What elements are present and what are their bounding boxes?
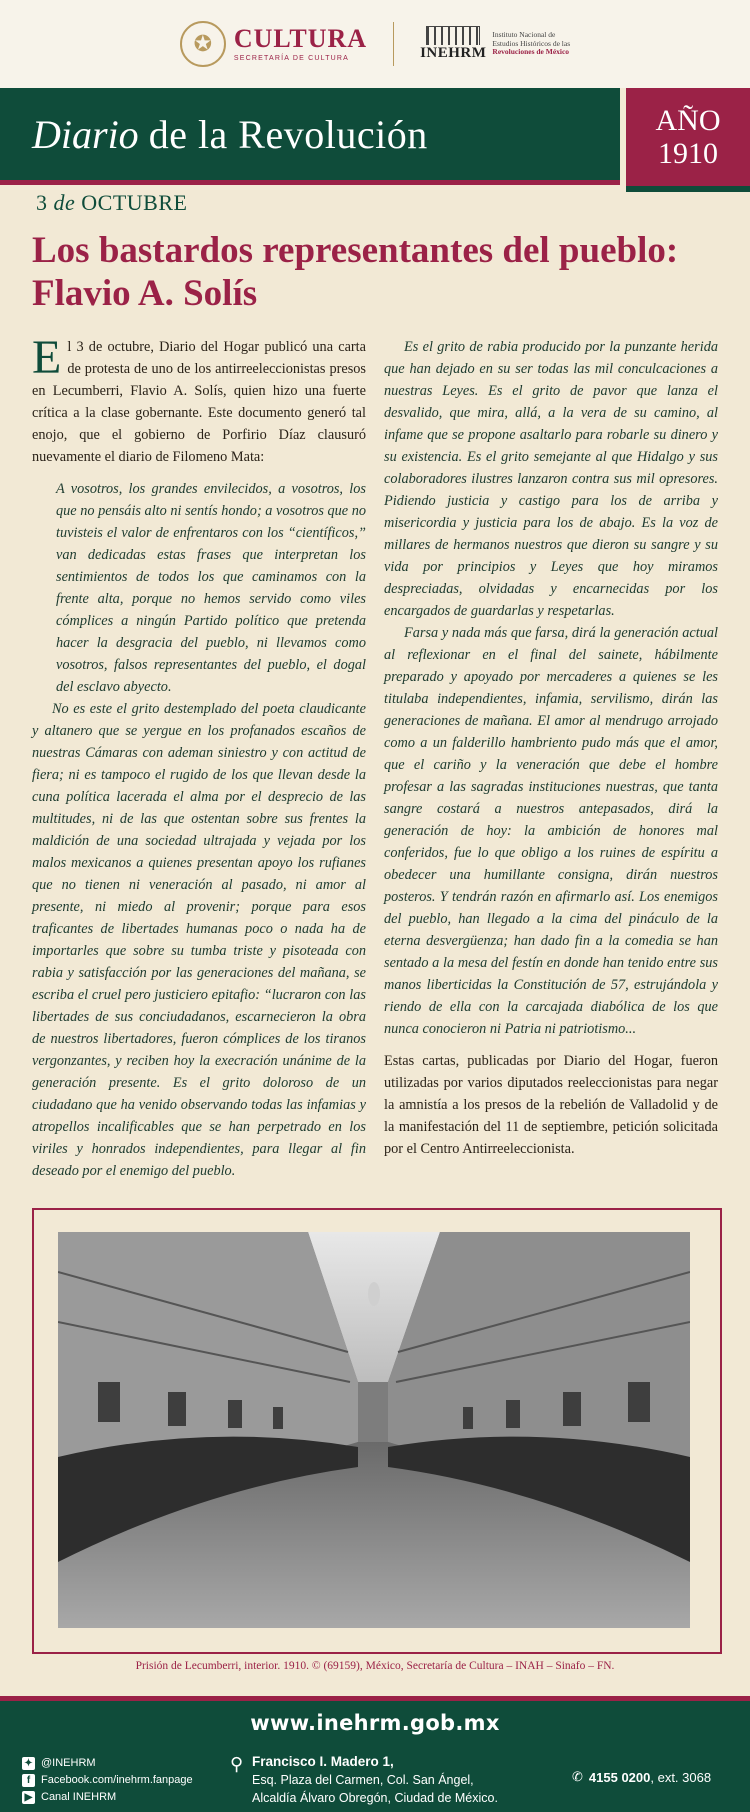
prison-interior-image bbox=[58, 1232, 690, 1628]
twitter-icon: ✦ bbox=[22, 1757, 35, 1770]
website-link[interactable]: www.inehrm.gob.mx bbox=[250, 1711, 500, 1735]
eagle-seal-icon: ✪ bbox=[180, 21, 226, 67]
right-column bbox=[384, 336, 718, 1160]
date-line: 3 de OCTUBRE bbox=[36, 190, 188, 215]
cultura-wordmark: CULTURA bbox=[233, 24, 368, 53]
phone-number[interactable]: ✆ 4155 0200, ext. 3068 bbox=[572, 1769, 712, 1785]
inehrm-wordmark: INEHRM bbox=[420, 45, 487, 61]
youtube-icon: ▶ bbox=[22, 1791, 35, 1804]
left-column bbox=[32, 331, 367, 1182]
twitter-link[interactable]: ✦ @INEHRM bbox=[22, 1755, 193, 1772]
location-pin-icon: ⚲ bbox=[230, 1754, 244, 1774]
year-label: AÑO bbox=[655, 104, 721, 137]
building-icon bbox=[426, 26, 480, 45]
social-links bbox=[22, 1755, 193, 1806]
address: ⚲ Francisco I. Madero 1, Esq. Plaza del Carmen, Col. San Ángel, Alcaldía Álvaro Obregón, Ciudad de México. bbox=[230, 1754, 498, 1805]
facebook-icon: f bbox=[22, 1774, 35, 1787]
drop-cap: E bbox=[32, 331, 62, 384]
facebook-link[interactable]: f Facebook.com/inehrm.fanpage bbox=[22, 1772, 193, 1789]
title-band bbox=[0, 88, 620, 180]
inehrm-logo[interactable] bbox=[420, 26, 570, 62]
title-diario: Diario bbox=[32, 111, 139, 157]
photo-caption: Prisión de Lecumberri, interior. 1910. © (69159), México, Secretaría de Cultura – INAH – Sinafo – FN. bbox=[135, 1660, 615, 1672]
footer bbox=[0, 1701, 750, 1812]
quote-paragraph-4: Farsa y nada más que farsa, dirá la generación actual al reflexionar en el final del sainete, hábilmente preparado y apoyado por mercaderes a quienes se les titulaba independientes, infamia, servilismo, dirán las generaciones de mañana. El amor al mendrugo arrojado como a un falderillo hambriento pudo más que el amor, que el cariño y la veneración que debe el hombre profesar a las sagradas instituciones nuestras, que tanta sangre costará a nuestros antepasados, dirá la generación de hoy: la ambición de honores mal conferidos, fue lo que obligo a los ruines de espíritu a obedecer una humillante consigna, dirán nuestros posteros. Y tendrán razón en afirmarlo así. Los enemigos del pueblo, han llegado a la cima del pináculo de la eterna desvergüenza; han dado fin a la comedia se han sentado a la mesa del festín en donde han tenido entre sus manos liberticidas la Constitución de 57, estrujándola y riendo de ella con la carcajada diabólica de los que nunca conocieron ni Patria ni patriotismo... bbox=[384, 625, 718, 1037]
intro-paragraph: El 3 de octubre, Diario del Hogar publicó una carta de protesta de uno de los antirreeleccionistas presos en Lecumberri, Flavio A. Solís, quien hizo una fuerte crítica a la clase gobernante. Este documento generó tal enojo, que el gobierno de Porfirio Díaz clausuró nuevamente el diario de Filomeno Mata: bbox=[32, 331, 366, 465]
quote-paragraph-1: A vosotros, los grandes envilecidos, a vosotros, los que no pensáis alto ni sentís hondo; a vosotros que no tuvisteis el valor de enfrentaros con los “científicos,” van dedicadas estas frases que interpretan los sentimientos de todos los que caminamos con la frente alta, porque no hemos servido como viles cómplices a ningún Partido político que pretenda hacer la desgracia del pueblo, ni llevamos como vosotros, falsos representantes del pueblo, el dogal del esclavo abyecto. bbox=[56, 481, 367, 695]
cultura-logo[interactable] bbox=[180, 21, 367, 67]
year-box bbox=[626, 88, 750, 186]
headline: Los bastardos representantes del pueblo: Flavio A. Solís bbox=[32, 230, 679, 314]
year-box-rule bbox=[626, 186, 750, 192]
youtube-link[interactable]: ▶ Canal INEHRM bbox=[22, 1789, 193, 1806]
top-logo-bar bbox=[0, 0, 750, 88]
cultura-subtitle: SECRETARÍA DE CULTURA bbox=[233, 55, 350, 62]
closing-paragraph: Estas cartas, publicadas por Diario del Hogar, fueron utilizadas por varios diputados reeleccionistas para negar la amnistía a los presos de la rebelión de Valladolid y de la manifestación del 11 de septiembre, petición solicitada por el Centro Antirreeleccionista. bbox=[384, 1053, 718, 1157]
title-rest: de la Revolución bbox=[148, 111, 428, 157]
year-value: 1910 bbox=[658, 137, 718, 170]
logo-divider bbox=[393, 22, 394, 66]
header-rule bbox=[0, 180, 620, 185]
quote-paragraph-2: No es este el grito destemplado del poeta claudicante y altanero que se yergue en los profanados escaños de nuestras Cámaras con ademan siniestro y con actitud de fiera; ni es tampoco el rugido de los que llevan desde la cuna política lacerada el alma por el desprecio de las multitudes, ni de las que ostentan sobre sus frentes la maldición de una sociedad ultrajada y vejada por los malos mexicanos a quienes presentan apoyo los rufianes que no tienen ni veneración al pasado, ni amor al presente, ni miedo al provenir; porque para esos traficantes de libertades humanas poco o nada ha de importarles que sobre su tumba triste y pisoteada con rabia y satisfacción por las generaciones del mañana, se escriba el cruel pero justiciero epitafio: “lucraron con las libertades de sus conciudadanos, escarnecieron la obra de nuestros libertadores, fueron cómplices de los tiranos vergonzantes, y reciben hoy la execración unánime de la generación presente. Es el grito doloroso de un ciudadano que ha venido observando todas las infamias y atropellos incalificables que se han perpetrado en los viriles y honrados independientes, para llegar al fin deseado por el enemigo del pueblo. bbox=[32, 701, 366, 1179]
header bbox=[0, 88, 750, 186]
inehrm-fullname: Instituto Nacional de Estudios Históricos de las Revoluciones de México bbox=[492, 30, 571, 57]
prison-photo bbox=[58, 1232, 690, 1628]
quote-paragraph-3: Es el grito de rabia producido por la punzante herida que han dejado en su ser todas las mil conculcaciones a nuestras Leyes. Es el grito de pavor que lanza el desvalido, que mira, allá, a la vera de su camino, al infame que se propone asaltarlo para robarle su dinero y su existencia. Es el grito semejante al que Hidalgo y sus colaboradores ilustres lanzaron contra sus mil opresores. Pidiendo justicia y castigo para los de arriba y misericordia y justicia para los de abajo. Es la voz de millares de hermanos nuestros que dieron su sangre y su vida por principios y Leyes que hoy miramos despreciadas, olvidadas y encarnecidas por los encargados de guardarlas y respetarlas. bbox=[384, 339, 718, 619]
phone-icon: ✆ bbox=[572, 1769, 583, 1784]
